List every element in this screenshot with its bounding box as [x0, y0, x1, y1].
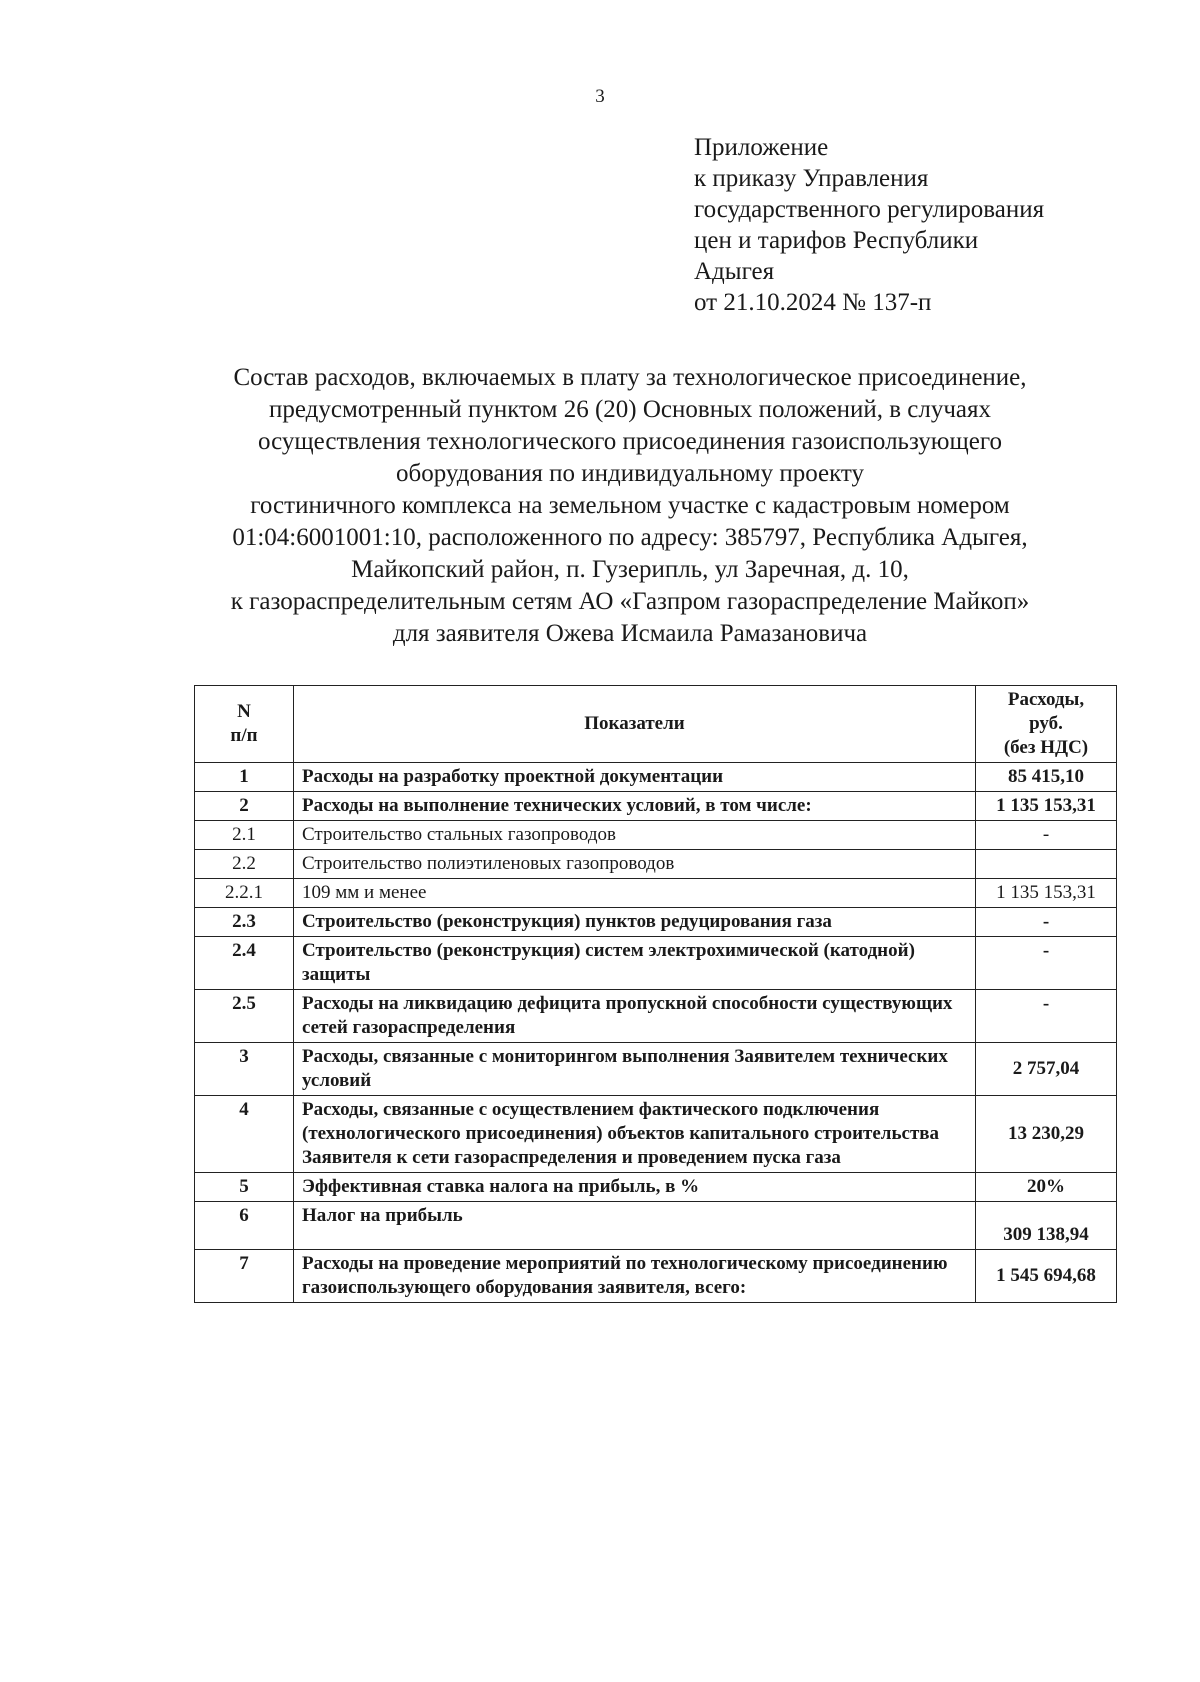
row-number: 2.3 — [195, 908, 294, 937]
row-value — [976, 850, 1117, 879]
header-costs: Расходы, руб. (без НДС) — [976, 686, 1117, 763]
row-indicator: Расходы на разработку проектной документации — [294, 763, 976, 792]
row-indicator: Строительство стальных газопроводов — [294, 821, 976, 850]
row-number: 2.2 — [195, 850, 294, 879]
title-line: предусмотренный пунктом 26 (20) Основных положений, в случаях — [268, 396, 991, 423]
title-line: Майкопский район, п. Гузерипль, ул Заречная, д. 10, — [351, 556, 909, 583]
row-number: 5 — [195, 1173, 294, 1202]
row-value: - — [976, 908, 1117, 937]
row-value: 309 138,94 — [976, 1202, 1117, 1250]
table-row — [195, 908, 1117, 937]
table-row — [195, 879, 1117, 908]
row-indicator: Расходы на ликвидацию дефицита пропускной способности существующих сетей газораспределения — [294, 990, 976, 1043]
row-indicator: Расходы, связанные с мониторингом выполнения Заявителем технических условий — [294, 1043, 976, 1096]
table-row — [195, 1202, 1117, 1250]
title-line: 01:04:6001001:10, расположенного по адресу: 385797, Республика Адыгея, — [232, 524, 1028, 551]
table-header-row — [195, 686, 1117, 763]
title-line: к газораспределительным сетям АО «Газпром газораспределение Майкоп» — [230, 588, 1030, 615]
table-row — [195, 1043, 1117, 1096]
row-number: 4 — [195, 1096, 294, 1173]
row-number: 7 — [195, 1250, 294, 1303]
appendix-block — [694, 132, 1044, 318]
row-value: 2 757,04 — [976, 1043, 1117, 1096]
table-row — [195, 1250, 1117, 1303]
document-title — [180, 362, 1080, 650]
row-indicator: Расходы, связанные с осуществлением фактического подключения (технологического присоединения) объектов капитального строительства Заявителя к сети газораспределения и проведением пуска газа — [294, 1096, 976, 1173]
costs-table — [194, 685, 1117, 1303]
appendix-line: от 21.10.2024 № 137-п — [694, 289, 932, 316]
row-indicator: Расходы на выполнение технических условий, в том числе: — [294, 792, 976, 821]
header-number: N п/п — [195, 686, 294, 763]
page-number: 3 — [595, 86, 605, 107]
row-indicator: Строительство (реконструкция) пунктов редуцирования газа — [294, 908, 976, 937]
title-line: для заявителя Ожева Исмаила Рамазановича — [392, 620, 868, 647]
row-value: 1 135 153,31 — [976, 879, 1117, 908]
table-row — [195, 821, 1117, 850]
appendix-line: Приложение — [694, 134, 829, 161]
row-value: 1 545 694,68 — [976, 1250, 1117, 1303]
row-number: 2.1 — [195, 821, 294, 850]
row-number: 6 — [195, 1202, 294, 1250]
appendix-line: к приказу Управления — [694, 165, 929, 192]
row-number: 2.2.1 — [195, 879, 294, 908]
table-row — [195, 763, 1117, 792]
row-indicator: Строительство полиэтиленовых газопроводов — [294, 850, 976, 879]
table-row — [195, 792, 1117, 821]
table-row — [195, 937, 1117, 990]
row-indicator: 109 мм и менее — [294, 879, 976, 908]
row-value: 20% — [976, 1173, 1117, 1202]
table-row — [195, 1173, 1117, 1202]
row-number: 3 — [195, 1043, 294, 1096]
table-row — [195, 990, 1117, 1043]
row-number: 1 — [195, 763, 294, 792]
table-row — [195, 850, 1117, 879]
appendix-line: государственного регулирования — [694, 196, 1045, 223]
row-value: - — [976, 937, 1117, 990]
row-value: 13 230,29 — [976, 1096, 1117, 1173]
title-line: Состав расходов, включаемых в плату за технологическое присоединение, — [233, 364, 1027, 391]
row-value: - — [976, 990, 1117, 1043]
appendix-line: Адыгея — [694, 258, 775, 285]
row-value: - — [976, 821, 1117, 850]
row-indicator: Эффективная ставка налога на прибыль, в % — [294, 1173, 976, 1202]
row-indicator: Строительство (реконструкция) систем электрохимической (катодной) защиты — [294, 937, 976, 990]
row-number: 2.5 — [195, 990, 294, 1043]
row-number: 2 — [195, 792, 294, 821]
title-line: оборудования по индивидуальному проекту — [395, 460, 865, 487]
row-indicator: Расходы на проведение мероприятий по технологическому присоединению газоиспользующего оборудования заявителя, всего: — [294, 1250, 976, 1303]
table-row — [195, 1096, 1117, 1173]
row-number: 2.4 — [195, 937, 294, 990]
header-indicators: Показатели — [294, 686, 976, 763]
row-value: 85 415,10 — [976, 763, 1117, 792]
title-line: гостиничного комплекса на земельном участке с кадастровым номером — [250, 492, 1010, 519]
row-value: 1 135 153,31 — [976, 792, 1117, 821]
row-indicator: Налог на прибыль — [294, 1202, 976, 1250]
appendix-line: цен и тарифов Республики — [694, 227, 979, 254]
title-line: осуществления технологического присоединения газоиспользующего — [258, 428, 1002, 455]
